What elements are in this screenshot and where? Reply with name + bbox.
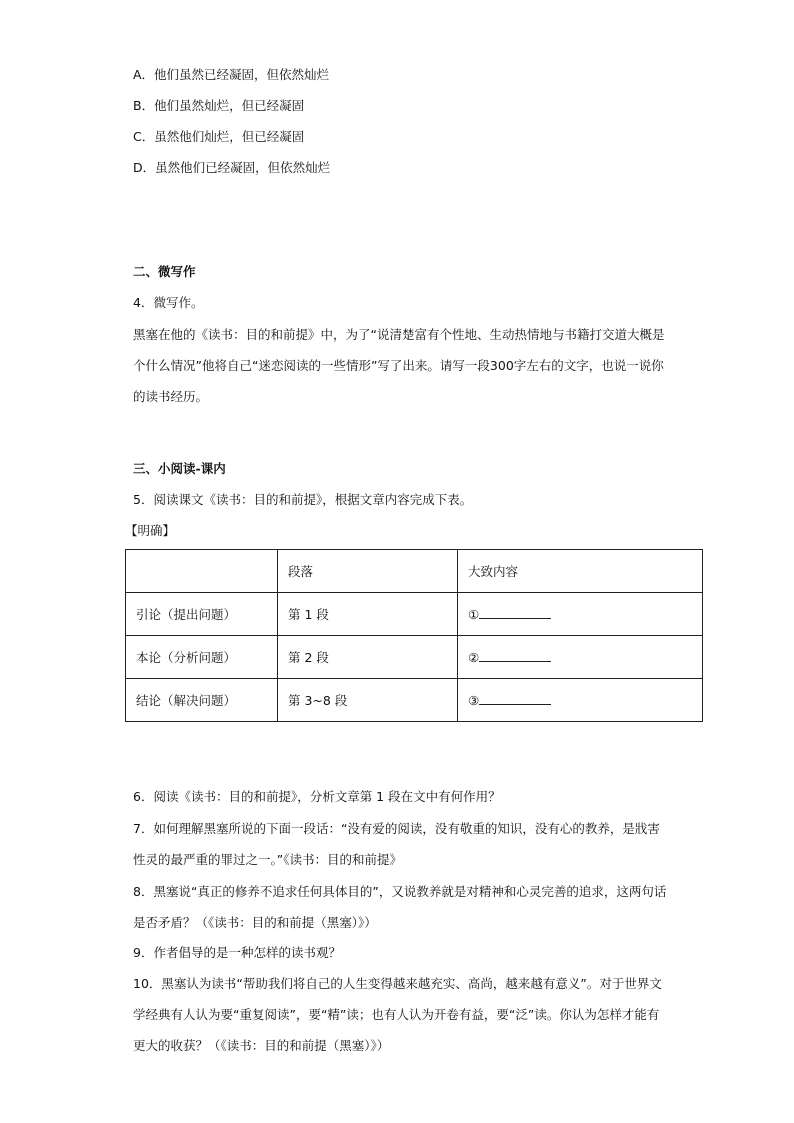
table-header-cell: 段落 <box>278 550 458 593</box>
table-cell-answer <box>458 636 703 679</box>
table-cell: 结论（解决问题） <box>126 679 278 722</box>
section-heading-micro-writing: 二、微写作 <box>133 264 196 279</box>
answer-label: 【明确】 <box>125 523 176 538</box>
question-8: 8．黑塞说“真正的修养不追求任何具体目的”，又说教养就是对精神和心灵完善的追求，这两句话是否矛盾？（《读书：目的和前提（黑塞）》） <box>133 884 667 930</box>
question-9: 9．作者倡导的是一种怎样的读书观？ <box>133 945 341 960</box>
question-5: 5．阅读课文《读书：目的和前提》，根据文章内容完成下表。 <box>133 492 473 507</box>
table-cell: 第 3~8 段 <box>278 679 458 722</box>
answer-blank[interactable] <box>479 692 551 705</box>
question-10: 10．黑塞认为读书“帮助我们将自己的人生变得越来越充实、高尚，越来越有意义”。对于世界文学经典有人认为要“重复阅读”，要“精”读；也有人认为开卷有益，要“泛”读。你认为怎样才能有更大的收获？（《读书：目的和前提（黑塞）》） <box>133 976 662 1053</box>
table-row <box>126 679 703 722</box>
section-heading-reading: 三、小阅读-课内 <box>133 461 226 476</box>
option-d: D．虽然他们已经凝固，但依然灿烂 <box>133 160 331 175</box>
question-6: 6．阅读《读书：目的和前提》，分析文章第 1 段在文中有何作用？ <box>133 789 501 804</box>
table-header-cell <box>126 550 278 593</box>
option-c: C．虽然他们灿烂，但已经凝固 <box>133 129 305 144</box>
option-b: B．他们虽然灿烂，但已经凝固 <box>133 98 305 113</box>
answer-blank[interactable] <box>479 649 551 662</box>
table-row <box>126 593 703 636</box>
answer-blank[interactable] <box>479 606 551 619</box>
answer-marker: ③ <box>468 693 480 708</box>
table-cell-answer <box>458 593 703 636</box>
answer-marker: ① <box>468 607 480 622</box>
question-4-title: 4．微写作。 <box>133 295 204 310</box>
table-row <box>126 636 703 679</box>
question-7: 7．如何理解黑塞所说的下面一段话：“没有爱的阅读，没有敬重的知识，没有心的教养，是戕害性灵的最严重的罪过之一。”《读书：目的和前提》 <box>133 821 660 867</box>
table-cell: 本论（分析问题） <box>126 636 278 679</box>
table-cell: 引论（提出问题） <box>126 593 278 636</box>
table-header-cell: 大致内容 <box>458 550 703 593</box>
table-cell-answer <box>458 679 703 722</box>
answer-marker: ② <box>468 650 480 665</box>
question-4-body: 黑塞在他的《读书：目的和前提》中，为了“说清楚富有个性地、生动热情地与书籍打交道大概是个什么情况”他将自己“迷恋阅读的一些情形”写了出来。请写一段300字左右的文字，也说一说你的读书经历。 <box>133 327 665 404</box>
option-a: A．他们虽然已经凝固，但依然灿烂 <box>133 67 330 82</box>
table-header-row <box>126 550 703 593</box>
table-cell: 第 1 段 <box>278 593 458 636</box>
table-cell: 第 2 段 <box>278 636 458 679</box>
structure-table <box>125 549 703 722</box>
